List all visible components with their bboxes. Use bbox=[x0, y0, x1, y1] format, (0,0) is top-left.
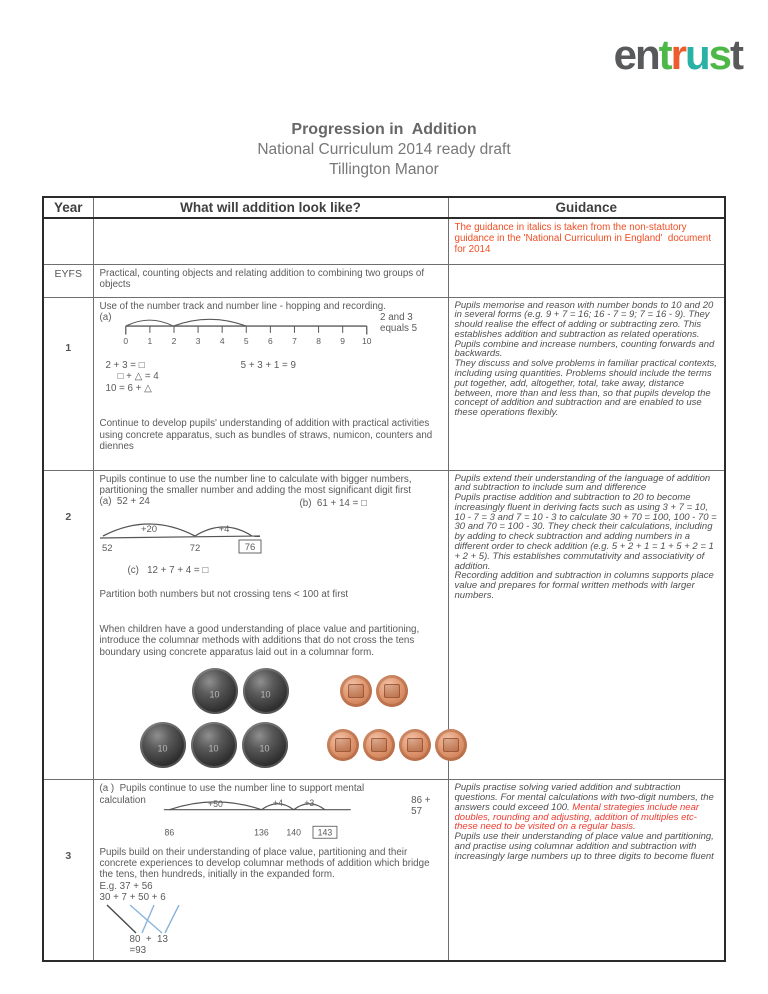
y3-a-line2: calculation bbox=[99, 794, 146, 806]
y1-eq3: □ + △ = 4 bbox=[117, 371, 159, 383]
svg-text:52: 52 bbox=[101, 542, 113, 554]
logo-letter: n bbox=[634, 31, 659, 78]
entrust-logo bbox=[613, 31, 742, 78]
svg-text:136: 136 bbox=[253, 827, 269, 838]
header-guidance: Guidance bbox=[448, 197, 725, 218]
y2-a-block bbox=[100, 496, 300, 557]
guidance-paragraph: Pupils memorise and reason with number bonds to 10 and 20 in several forms (e.g. 9 + 7 = 16; 16 - 7 = 9; 7 = 16 - 9). They should realise the effect of adding or subtracting zero. This establishes addition and subtraction as related operations. bbox=[454, 299, 714, 340]
y1-outro: Continue to develop pupils' understanding of addition with practical activities using concrete apparatus, such as bundles of straws, numicon, counters and diennes bbox=[99, 418, 433, 452]
header-year: Year bbox=[43, 197, 93, 218]
svg-text:6: 6 bbox=[268, 335, 274, 346]
svg-text:86: 86 bbox=[164, 827, 175, 838]
coin-10p: 10 bbox=[242, 722, 288, 768]
y1-eq1: 2 + 3 = □ bbox=[105, 359, 145, 371]
number-line-52-76 bbox=[100, 508, 265, 554]
year3-content bbox=[93, 780, 448, 961]
coin-1p bbox=[376, 675, 408, 707]
year2-content bbox=[93, 470, 448, 780]
svg-text:143: 143 bbox=[317, 827, 333, 838]
svg-text:+4: +4 bbox=[272, 797, 283, 808]
table-row bbox=[43, 297, 725, 470]
y3-numberline-row bbox=[100, 795, 442, 843]
guidance-paragraph: Pupils combine and increase numbers, counting forwards and backwards. bbox=[454, 338, 715, 360]
y2-a-label: (a) 52 + 24 bbox=[99, 496, 150, 508]
number-line-0-10 bbox=[119, 312, 374, 352]
y3-total: =93 bbox=[129, 945, 147, 956]
table-row bbox=[43, 264, 725, 297]
y1-numberline-row bbox=[100, 312, 442, 352]
svg-text:140: 140 bbox=[286, 827, 301, 838]
year-label-eyfs: EYFS bbox=[43, 264, 93, 297]
look-cell-empty bbox=[93, 218, 448, 264]
svg-text:76: 76 bbox=[244, 541, 255, 553]
y2-ab-row bbox=[100, 496, 442, 557]
coin-illustration bbox=[100, 668, 442, 768]
table-header-row bbox=[43, 197, 725, 218]
coin-row-1 bbox=[192, 668, 442, 714]
year3-guidance bbox=[448, 780, 725, 961]
y2-c-label: (c) 12 + 7 + 4 = □ bbox=[127, 565, 209, 577]
y1-eq2: 5 + 3 + 1 = 9 bbox=[240, 359, 296, 371]
eyfs-content: Practical, counting objects and relating addition to combining two groups of objects bbox=[93, 264, 448, 297]
coin-10p: 10 bbox=[191, 722, 237, 768]
svg-text:+20: +20 bbox=[140, 523, 157, 535]
logo-letter: r bbox=[670, 31, 685, 78]
coin-1p bbox=[363, 729, 395, 761]
title-block bbox=[0, 121, 768, 179]
year-cell-empty bbox=[43, 218, 93, 264]
guidance-note: The guidance in italics is taken from the non-statutory guidance in the 'National Curriculum in England' document for 2014 bbox=[454, 222, 714, 255]
guidance-red-text: Mental strategies include near doubles, rounding and adjusting, addition of multiples etc- these need to be visited on a regular basis. bbox=[454, 801, 700, 833]
year2-guidance bbox=[448, 470, 725, 780]
y1-equations-line1 bbox=[100, 360, 442, 371]
coin-row-2 bbox=[140, 722, 442, 768]
coin-1p bbox=[340, 675, 372, 707]
svg-text:7: 7 bbox=[292, 335, 298, 346]
y3-expanded: 30 + 7 + 50 + 6 bbox=[99, 892, 166, 904]
partition-lines bbox=[100, 904, 220, 934]
y3-build: Pupils build on their understanding of place value, partitioning and their concrete experiences to develop columnar methods of addition which bridge the tens, then hundreds, initially in the expanded form. bbox=[99, 846, 430, 881]
svg-text:1: 1 bbox=[148, 335, 153, 346]
guidance-paragraph: Pupils practise addition and subtraction to 20 to become increasingly fluent in deriving facts such as using 3 + 7 = 10, 10 - 7 = 3 and 7 = 10 - 3 to calculate 30 + 70 = 100, 100 - 70 = 30 and 70 = 100 - 30. They check their calculations, including by adding to check subtraction and adding numbers in a different order to check addition (e.g. 5 + 2 + 1 = 1 + 5 + 2 = 1 + 2 + 5). This establishes commutativity and associativity of addition. bbox=[454, 492, 717, 572]
svg-text:+4: +4 bbox=[218, 523, 229, 535]
table-row bbox=[43, 780, 725, 961]
logo-letter: u bbox=[684, 31, 709, 78]
y1-a-label: (a) bbox=[99, 311, 112, 323]
y3-partial: 80 + 13 bbox=[129, 933, 168, 945]
svg-text:8: 8 bbox=[316, 335, 322, 346]
eyfs-guidance bbox=[448, 264, 725, 297]
guidance-paragraph bbox=[455, 783, 719, 832]
y2-when: When children have a good understanding of place value and partitioning, introduce the columnar methods with additions that do not cross the tens boundary using concrete apparatus laid out in a columnar form. bbox=[99, 623, 420, 658]
svg-text:5: 5 bbox=[244, 335, 250, 346]
coin-10p: 10 bbox=[243, 668, 289, 714]
coin-10p: 10 bbox=[192, 668, 238, 714]
svg-text:72: 72 bbox=[189, 542, 200, 554]
y3-a-line1: (a ) Pupils continue to use the number line to support mental bbox=[99, 783, 365, 795]
page-subtitle: National Curriculum 2014 ready draft bbox=[257, 141, 511, 158]
svg-text:0: 0 bbox=[123, 335, 129, 346]
guidance-paragraph: They discuss and solve problems in familiar practical contexts, including using quantities. Problems should include the terms put together, add, altogether, total, take away, distance between, more than and less than, so that pupils develop the concept of addition and subtraction and are enabled to use these operations flexibly. bbox=[454, 358, 717, 419]
year-label-2: 2 bbox=[43, 470, 93, 780]
table-row bbox=[43, 470, 725, 780]
y2-b-label: (b) 61 + 14 = □ bbox=[299, 498, 367, 510]
header-look: What will addition look like? bbox=[93, 197, 448, 218]
coin-1p bbox=[435, 729, 467, 761]
year1-content bbox=[93, 297, 448, 470]
y1-eq4: 10 = 6 + △ bbox=[105, 382, 152, 394]
y2-partition: Partition both numbers but not crossing tens < 100 at first bbox=[99, 588, 349, 600]
svg-text:2: 2 bbox=[172, 335, 177, 346]
svg-text:10: 10 bbox=[362, 335, 372, 346]
y3-eg: E.g. 37 + 56 bbox=[99, 880, 153, 892]
logo-letter: e bbox=[613, 31, 635, 78]
guidance-paragraph: Pupils use their understanding of place value and partitioning, and practise using columnar addition and subtraction with increasingly large numbers up to three digits to become fluent bbox=[454, 831, 714, 862]
svg-text:+3: +3 bbox=[304, 797, 315, 808]
guidance-text: Pupils practise solving varied addition and subtraction questions. For mental calculations with two-digit numbers, the answers could exceed 100. bbox=[454, 782, 714, 813]
svg-text:+50: +50 bbox=[207, 798, 223, 809]
y1-intro: Use of the number track and number line - hopping and recording. bbox=[99, 300, 386, 312]
year-label-1: 1 bbox=[43, 297, 93, 470]
year-label-3: 3 bbox=[43, 780, 93, 961]
logo-letter: t bbox=[658, 31, 671, 78]
guidance-note-cell bbox=[448, 218, 725, 264]
coin-10p: 10 bbox=[140, 722, 186, 768]
y1-caption: 2 and 3 equals 5 bbox=[380, 311, 418, 335]
page-title: Progression in Addition bbox=[291, 121, 477, 138]
table-row bbox=[43, 218, 725, 264]
y2-intro: Pupils continue to use the number line to calculate with bigger numbers, partitioning the smaller number and adding the most significant digit first bbox=[99, 473, 412, 496]
logo-letter: s bbox=[708, 31, 730, 78]
coin-1p bbox=[327, 729, 359, 761]
svg-text:4: 4 bbox=[220, 335, 226, 346]
guidance-paragraph: Pupils extend their understanding of the language of addition and subtraction to include sum and difference bbox=[454, 472, 711, 494]
svg-text:3: 3 bbox=[196, 335, 201, 346]
guidance-paragraph: Recording addition and subtraction in columns supports place value and prepares for formal written methods with larger numbers. bbox=[454, 570, 714, 602]
coin-1p bbox=[399, 729, 431, 761]
y3-sum: 86 + 57 bbox=[411, 794, 434, 817]
number-line-86-143 bbox=[162, 793, 355, 843]
logo-letter: t bbox=[730, 31, 742, 78]
year1-guidance bbox=[448, 297, 725, 470]
school-name: Tillington Manor bbox=[329, 161, 439, 178]
progression-table bbox=[42, 196, 726, 962]
svg-text:9: 9 bbox=[340, 335, 346, 346]
